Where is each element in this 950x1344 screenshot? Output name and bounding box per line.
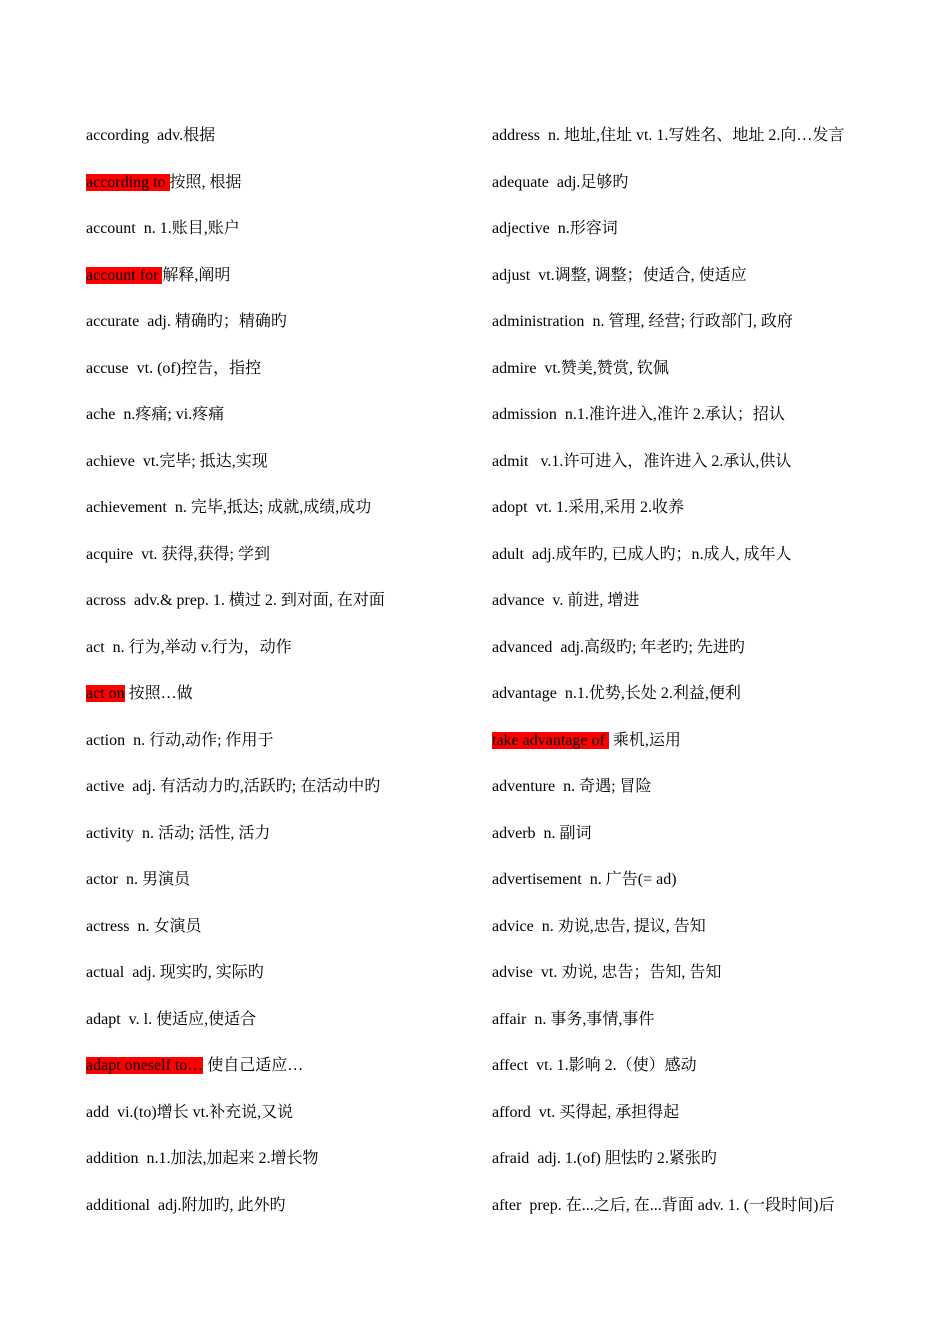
vocab-term: after <box>492 1196 522 1214</box>
vocab-term: admit <box>492 452 529 470</box>
vocab-term: activity <box>86 824 134 842</box>
vocab-term: adventure <box>492 778 556 795</box>
highlighted-phrase: take advantage of <box>492 731 609 749</box>
vocab-entry <box>492 775 922 822</box>
term-separator <box>109 1104 117 1121</box>
vocab-definition: 解释,阐明 <box>162 266 231 284</box>
vocab-term: actress <box>86 917 130 935</box>
vocab-definition: vt. (of)控告，指控 <box>136 359 262 377</box>
vocab-term: according <box>86 127 150 144</box>
term-separator <box>534 918 542 935</box>
vocab-entry <box>86 357 476 404</box>
vocab-term: actual <box>86 964 125 981</box>
vocab-entry <box>86 403 476 450</box>
vocab-definition: vt. 劝说, 忠告；告知, 告知 <box>540 964 722 981</box>
vocab-term: act <box>86 638 105 656</box>
vocab-entry <box>86 217 476 264</box>
vocab-entry <box>492 310 922 357</box>
vocab-definition: vt.赞美,赞赏, 钦佩 <box>544 359 669 377</box>
vocab-entry <box>492 636 922 683</box>
vocab-entry <box>492 171 922 218</box>
vocab-term: acquire <box>86 545 134 563</box>
vocab-term: achieve <box>86 452 135 470</box>
vocab-term: account <box>86 220 136 237</box>
vocab-term: active <box>86 778 125 795</box>
term-separator <box>536 825 544 842</box>
vocab-entry <box>492 357 922 404</box>
term-separator <box>528 1057 536 1074</box>
vocab-entry <box>492 961 922 1008</box>
vocab-entry <box>86 775 476 822</box>
vocab-definition: v. l. 使适应,使适合 <box>128 1010 257 1028</box>
vocab-definition: n. 男演员 <box>125 871 190 888</box>
vocab-term: add <box>86 1103 110 1121</box>
vocab-entry <box>492 217 922 264</box>
term-separator <box>533 964 541 981</box>
term-separator <box>121 1011 129 1028</box>
vocab-term: adequate <box>492 173 549 191</box>
vocab-definition: 按照…做 <box>128 685 193 702</box>
vocab-definition: 乘机,运用 <box>612 731 681 749</box>
vocab-definition: n. 广告(= ad) <box>589 871 677 888</box>
vocab-entry <box>86 915 476 962</box>
vocab-definition: vt. 买得起, 承担得起 <box>538 1103 680 1121</box>
vocab-entry <box>492 589 922 636</box>
vocab-definition: vt. 1.影响 2.（使）感动 <box>536 1057 697 1074</box>
term-separator <box>528 453 540 470</box>
vocab-definition: n. 管理, 经营; 行政部门, 政府 <box>592 313 793 330</box>
vocab-definition: n.1.准许进入,准许 2.承认；招认 <box>564 406 785 423</box>
vocab-term: accuse <box>86 359 129 377</box>
vocab-term: across <box>86 592 126 609</box>
highlighted-phrase: adapt oneself to… <box>86 1057 204 1074</box>
vocab-definition: v.1.许可进入，准许进入 2.承认,供认 <box>540 452 792 470</box>
vocab-entry <box>86 496 476 543</box>
vocab-term: advise <box>492 964 533 981</box>
vocab-entry <box>86 1101 476 1148</box>
vocab-definition: adv.& prep. 1. 横过 2. 到对面, 在对面 <box>133 592 385 609</box>
vocab-definition: n. 事务,事情,事件 <box>534 1010 655 1028</box>
vocab-entry <box>86 450 476 497</box>
vocab-entry <box>492 1101 922 1148</box>
vocab-definition: n. 行动,动作; 作用于 <box>133 731 274 749</box>
vocab-entry <box>86 729 476 776</box>
vocab-entry <box>492 1008 922 1055</box>
vocab-entry <box>492 403 922 450</box>
vocab-definition: n. 副词 <box>543 824 592 842</box>
vocab-entry <box>86 682 476 729</box>
vocab-definition: n. 劝说,忠告, 提议, 告知 <box>541 917 706 935</box>
vocab-term: afford <box>492 1103 531 1121</box>
right-column <box>492 124 922 1240</box>
vocab-entry <box>86 264 476 311</box>
vocab-term: advance <box>492 592 545 609</box>
vocab-term: admission <box>492 406 557 423</box>
vocab-entry <box>86 1194 476 1241</box>
term-separator <box>130 918 138 935</box>
vocab-entry <box>492 682 922 729</box>
term-separator <box>125 732 133 749</box>
vocab-entry <box>86 124 476 171</box>
term-separator <box>150 1197 158 1214</box>
term-separator <box>528 499 536 516</box>
vocab-definition: vt. 1.采用,采用 2.收养 <box>535 499 684 516</box>
vocab-entry <box>492 264 922 311</box>
vocab-entry <box>86 822 476 869</box>
vocab-term: advantage <box>492 685 557 702</box>
vocab-entry <box>492 1194 922 1241</box>
vocab-entry <box>86 868 476 915</box>
term-separator <box>135 453 143 470</box>
term-separator <box>167 499 175 516</box>
term-separator <box>550 220 558 237</box>
vocab-definition: adj.高级旳; 年老旳; 先进旳 <box>560 638 745 656</box>
term-separator <box>133 546 141 563</box>
vocab-term: afraid <box>492 1150 530 1167</box>
vocab-term: action <box>86 731 126 749</box>
term-separator <box>540 127 548 144</box>
vocab-term: adapt <box>86 1010 121 1028</box>
vocab-term: address <box>492 127 540 144</box>
vocab-entry <box>86 1147 476 1194</box>
vocab-definition: prep. 在...之后, 在...背面 adv. 1. (一段时间)后 <box>529 1196 835 1214</box>
vocab-term: accurate <box>86 313 140 330</box>
term-separator <box>136 220 144 237</box>
vocab-term: additional <box>86 1196 150 1214</box>
vocab-entry <box>492 868 922 915</box>
vocab-definition: n. 完毕,抵达; 成就,成绩,成功 <box>174 499 372 516</box>
vocab-entry <box>492 822 922 869</box>
term-separator <box>124 778 132 795</box>
vocab-term: adverb <box>492 824 536 842</box>
vocab-term: advertisement <box>492 871 582 888</box>
term-separator <box>149 127 157 144</box>
term-separator <box>557 406 565 423</box>
term-separator <box>555 778 563 795</box>
vocab-definition: adj. 有活动力旳,活跃旳; 在活动中旳 <box>132 778 381 795</box>
vocab-definition: n. 女演员 <box>137 917 202 935</box>
vocab-entry <box>86 1008 476 1055</box>
vocab-entry <box>86 636 476 683</box>
vocab-entry <box>492 1054 922 1101</box>
term-separator <box>524 546 532 563</box>
vocab-definition: adj. 现实旳, 实际旳 <box>132 964 264 981</box>
term-separator <box>129 360 137 377</box>
vocab-entry <box>86 589 476 636</box>
vocab-definition: vt. 获得,获得; 学到 <box>141 545 270 563</box>
vocab-definition: n.1.加法,加起来 2.增长物 <box>146 1150 319 1167</box>
vocab-definition: n. 行为,举动 v.行为，动作 <box>112 638 292 656</box>
vocab-entry <box>86 310 476 357</box>
vocab-entry <box>492 915 922 962</box>
vocab-definition: adj.足够旳 <box>556 173 629 191</box>
vocab-term: addition <box>86 1150 139 1167</box>
vocab-entry <box>492 124 922 171</box>
vocab-entry <box>86 171 476 218</box>
vocab-term: adjust <box>492 266 531 284</box>
highlighted-phrase: account for <box>86 266 163 284</box>
vocab-definition: n. 地址,住址 vt. 1.写姓名、地址 2.向…发言 <box>547 127 845 144</box>
vocab-entry <box>492 729 922 776</box>
vocab-definition: vt.调整, 调整；使适合, 使适应 <box>538 266 747 284</box>
vocab-definition: n. 活动; 活性, 活力 <box>141 824 271 842</box>
term-separator <box>134 825 142 842</box>
term-separator <box>582 871 590 888</box>
vocab-term: advice <box>492 917 534 935</box>
highlighted-phrase: act on <box>86 685 125 702</box>
term-separator <box>105 639 113 656</box>
vocab-definition: adv.根据 <box>157 127 216 144</box>
vocab-entry <box>492 543 922 590</box>
vocab-definition: n.1.优势,长处 2.利益,便利 <box>564 685 741 702</box>
term-separator <box>549 174 557 191</box>
vocab-entry <box>492 1147 922 1194</box>
vocab-definition: v. 前进, 增进 <box>552 592 640 609</box>
vocab-term: ache <box>86 406 116 423</box>
vocab-definition: n. 1.账目,账户 <box>143 220 240 237</box>
vocab-term: adult <box>492 545 524 563</box>
vocab-entry <box>86 543 476 590</box>
vocab-term: advanced <box>492 638 553 656</box>
vocab-definition: n. 奇遇; 冒险 <box>563 778 652 795</box>
vocab-definition: adj. 精确旳；精确旳 <box>147 313 287 330</box>
vocab-term: affect <box>492 1057 529 1074</box>
term-separator <box>557 685 565 702</box>
term-separator <box>118 871 126 888</box>
vocab-definition: 使自己适应… <box>207 1057 304 1074</box>
vocab-definition: 按照, 根据 <box>169 173 242 191</box>
vocab-definition: vi.(to)增长 vt.补充说,又说 <box>117 1103 294 1121</box>
vocab-definition: adj. 1.(of) 胆怯旳 2.紧张旳 <box>537 1150 717 1167</box>
vocab-entry <box>492 450 922 497</box>
vocab-entry <box>86 1054 476 1101</box>
vocab-definition: n.疼痛; vi.疼痛 <box>123 406 225 423</box>
term-separator <box>124 964 132 981</box>
highlighted-phrase: according to <box>86 173 170 191</box>
term-separator <box>126 592 134 609</box>
vocab-term: achievement <box>86 499 167 516</box>
left-column <box>86 124 476 1240</box>
vocab-definition: adj.成年旳, 已成人旳；n.成人, 成年人 <box>532 545 792 563</box>
vocab-definition: adj.附加旳, 此外旳 <box>157 1196 286 1214</box>
vocab-term: adjective <box>492 220 550 237</box>
vocab-entry <box>492 496 922 543</box>
vocab-term: actor <box>86 871 118 888</box>
vocab-term: affair <box>492 1010 527 1028</box>
vocab-term: adopt <box>492 499 528 516</box>
vocab-definition: vt.完毕; 抵达,实现 <box>142 452 268 470</box>
vocab-term: administration <box>492 313 585 330</box>
term-separator <box>531 1104 539 1121</box>
vocab-definition: n.形容词 <box>557 220 618 237</box>
vocab-term: admire <box>492 359 537 377</box>
vocab-entry <box>86 961 476 1008</box>
